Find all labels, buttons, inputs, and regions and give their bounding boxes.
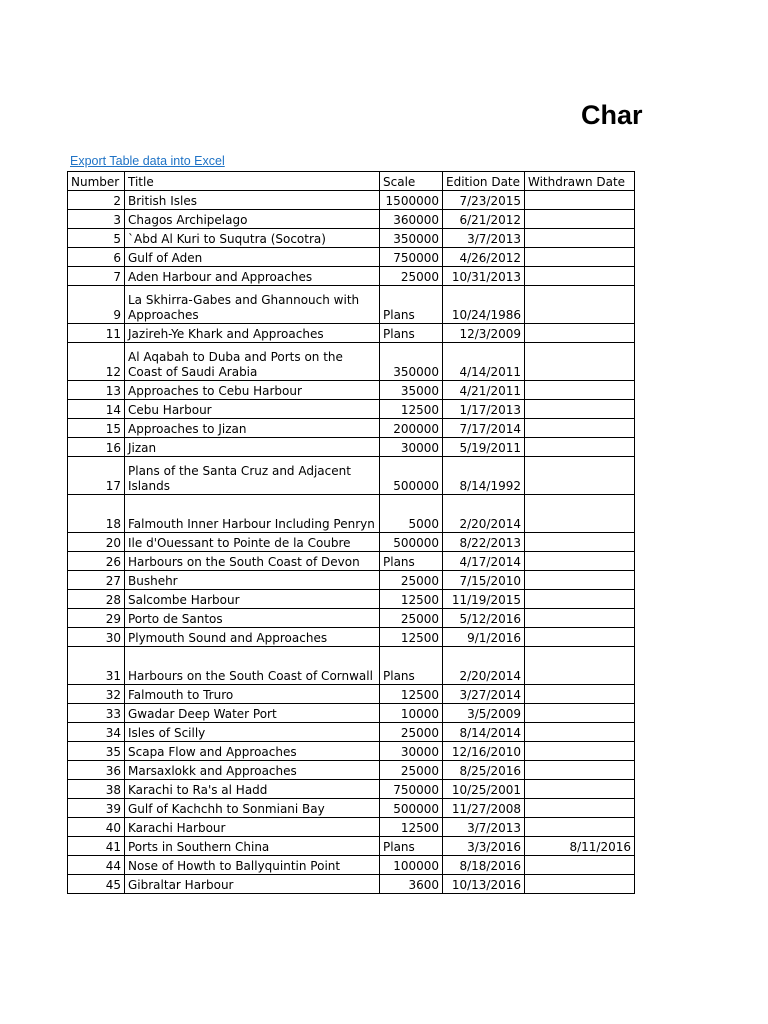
- cell-title: British Isles: [125, 191, 380, 210]
- column-header-title: Title: [125, 172, 380, 191]
- table-row: [68, 780, 635, 799]
- table-row: [68, 210, 635, 229]
- column-header-withdrawn-date: Withdrawn Date: [525, 172, 635, 191]
- cell-title: Gulf of Kachchh to Sonmiani Bay: [125, 799, 380, 818]
- cell-title: Gibraltar Harbour: [125, 875, 380, 894]
- cell-withdrawn-date: [525, 324, 635, 343]
- cell-scale: 30000: [380, 742, 443, 761]
- cell-title: Nose of Howth to Ballyquintin Point: [125, 856, 380, 875]
- table-row: [68, 685, 635, 704]
- cell-withdrawn-date: [525, 438, 635, 457]
- charts-table: [67, 171, 635, 894]
- cell-number: 17: [68, 457, 125, 495]
- table-row: [68, 381, 635, 400]
- cell-title: Isles of Scilly: [125, 723, 380, 742]
- cell-edition-date: 10/25/2001: [443, 780, 525, 799]
- cell-edition-date: 12/16/2010: [443, 742, 525, 761]
- cell-withdrawn-date: [525, 590, 635, 609]
- cell-edition-date: 11/27/2008: [443, 799, 525, 818]
- cell-title: Karachi to Ra's al Hadd: [125, 780, 380, 799]
- cell-number: 15: [68, 419, 125, 438]
- cell-scale: 1500000: [380, 191, 443, 210]
- cell-edition-date: 10/13/2016: [443, 875, 525, 894]
- table-row: [68, 400, 635, 419]
- cell-title: Salcombe Harbour: [125, 590, 380, 609]
- table-row: [68, 704, 635, 723]
- cell-scale: 500000: [380, 533, 443, 552]
- cell-scale: 25000: [380, 609, 443, 628]
- cell-edition-date: 7/17/2014: [443, 419, 525, 438]
- cell-number: 5: [68, 229, 125, 248]
- cell-title: Jazireh-Ye Khark and Approaches: [125, 324, 380, 343]
- cell-edition-date: 10/24/1986: [443, 286, 525, 324]
- column-header-number: Number: [68, 172, 125, 191]
- cell-title: Porto de Santos: [125, 609, 380, 628]
- cell-edition-date: 2/20/2014: [443, 647, 525, 685]
- cell-number: 26: [68, 552, 125, 571]
- cell-number: 18: [68, 495, 125, 533]
- cell-edition-date: 2/20/2014: [443, 495, 525, 533]
- cell-scale: 750000: [380, 780, 443, 799]
- cell-withdrawn-date: [525, 723, 635, 742]
- cell-number: 28: [68, 590, 125, 609]
- cell-title: Gulf of Aden: [125, 248, 380, 267]
- cell-number: 32: [68, 685, 125, 704]
- table-row: [68, 457, 635, 495]
- cell-withdrawn-date: [525, 647, 635, 685]
- table-row: [68, 647, 635, 685]
- cell-number: 39: [68, 799, 125, 818]
- cell-withdrawn-date: [525, 856, 635, 875]
- cell-number: 35: [68, 742, 125, 761]
- cell-edition-date: 8/22/2013: [443, 533, 525, 552]
- cell-edition-date: 9/1/2016: [443, 628, 525, 647]
- table-row: [68, 248, 635, 267]
- table-row: [68, 229, 635, 248]
- table-row: [68, 837, 635, 856]
- cell-scale: 750000: [380, 248, 443, 267]
- cell-edition-date: 8/18/2016: [443, 856, 525, 875]
- cell-number: 27: [68, 571, 125, 590]
- cell-scale: 3600: [380, 875, 443, 894]
- cell-number: 29: [68, 609, 125, 628]
- cell-withdrawn-date: [525, 685, 635, 704]
- cell-title: Marsaxlokk and Approaches: [125, 761, 380, 780]
- table-row: [68, 628, 635, 647]
- cell-scale: 30000: [380, 438, 443, 457]
- cell-number: 36: [68, 761, 125, 780]
- cell-withdrawn-date: [525, 229, 635, 248]
- table-row: [68, 799, 635, 818]
- cell-scale: 5000: [380, 495, 443, 533]
- cell-number: 6: [68, 248, 125, 267]
- table-row: [68, 419, 635, 438]
- table-row: [68, 609, 635, 628]
- table-row: [68, 533, 635, 552]
- cell-scale: 25000: [380, 571, 443, 590]
- cell-title: Al Aqabah to Duba and Ports on the Coast of Saudi Arabia: [125, 343, 380, 381]
- cell-number: 11: [68, 324, 125, 343]
- cell-scale: 200000: [380, 419, 443, 438]
- cell-withdrawn-date: [525, 609, 635, 628]
- cell-number: 2: [68, 191, 125, 210]
- table-row: [68, 742, 635, 761]
- table-row: [68, 438, 635, 457]
- cell-withdrawn-date: [525, 343, 635, 381]
- cell-withdrawn-date: [525, 704, 635, 723]
- cell-title: Ile d'Ouessant to Pointe de la Coubre: [125, 533, 380, 552]
- cell-scale: Plans: [380, 286, 443, 324]
- cell-edition-date: 11/19/2015: [443, 590, 525, 609]
- cell-title: Scapa Flow and Approaches: [125, 742, 380, 761]
- cell-withdrawn-date: [525, 400, 635, 419]
- cell-withdrawn-date: [525, 799, 635, 818]
- cell-scale: 100000: [380, 856, 443, 875]
- table-row: [68, 818, 635, 837]
- cell-scale: 500000: [380, 457, 443, 495]
- cell-withdrawn-date: [525, 552, 635, 571]
- cell-edition-date: 3/27/2014: [443, 685, 525, 704]
- table-row: [68, 552, 635, 571]
- cell-edition-date: 4/21/2011: [443, 381, 525, 400]
- cell-number: 3: [68, 210, 125, 229]
- cell-edition-date: 12/3/2009: [443, 324, 525, 343]
- cell-scale: 360000: [380, 210, 443, 229]
- cell-edition-date: 1/17/2013: [443, 400, 525, 419]
- table-row: [68, 761, 635, 780]
- cell-edition-date: 3/7/2013: [443, 229, 525, 248]
- cell-number: 45: [68, 875, 125, 894]
- cell-scale: Plans: [380, 324, 443, 343]
- export-to-excel-link[interactable]: Export Table data into Excel: [70, 154, 225, 168]
- cell-title: Bushehr: [125, 571, 380, 590]
- cell-edition-date: 3/5/2009: [443, 704, 525, 723]
- column-header-scale: Scale: [380, 172, 443, 191]
- cell-title: Gwadar Deep Water Port: [125, 704, 380, 723]
- cell-withdrawn-date: [525, 286, 635, 324]
- cell-edition-date: 5/12/2016: [443, 609, 525, 628]
- cell-edition-date: 8/25/2016: [443, 761, 525, 780]
- cell-title: Cebu Harbour: [125, 400, 380, 419]
- cell-withdrawn-date: [525, 457, 635, 495]
- cell-number: 41: [68, 837, 125, 856]
- cell-edition-date: 3/3/2016: [443, 837, 525, 856]
- cell-edition-date: 4/14/2011: [443, 343, 525, 381]
- cell-title: Approaches to Jizan: [125, 419, 380, 438]
- table-row: [68, 723, 635, 742]
- cell-withdrawn-date: [525, 780, 635, 799]
- cell-withdrawn-date: [525, 761, 635, 780]
- column-header-edition-date: Edition Date: [443, 172, 525, 191]
- cell-withdrawn-date: [525, 419, 635, 438]
- cell-title: Plymouth Sound and Approaches: [125, 628, 380, 647]
- cell-number: 34: [68, 723, 125, 742]
- cell-title: Approaches to Cebu Harbour: [125, 381, 380, 400]
- cell-edition-date: 7/15/2010: [443, 571, 525, 590]
- cell-title: Karachi Harbour: [125, 818, 380, 837]
- cell-title: Jizan: [125, 438, 380, 457]
- table-row: [68, 286, 635, 324]
- cell-edition-date: 6/21/2012: [443, 210, 525, 229]
- cell-withdrawn-date: [525, 742, 635, 761]
- cell-withdrawn-date: [525, 628, 635, 647]
- cell-scale: 350000: [380, 229, 443, 248]
- cell-edition-date: 4/26/2012: [443, 248, 525, 267]
- table-row: [68, 191, 635, 210]
- cell-number: 38: [68, 780, 125, 799]
- cell-number: 7: [68, 267, 125, 286]
- table-row: [68, 495, 635, 533]
- cell-scale: 350000: [380, 343, 443, 381]
- cell-edition-date: 10/31/2013: [443, 267, 525, 286]
- cell-withdrawn-date: [525, 381, 635, 400]
- cell-number: 44: [68, 856, 125, 875]
- table-row: [68, 571, 635, 590]
- cell-number: 13: [68, 381, 125, 400]
- cell-title: La Skhirra-Gabes and Ghannouch with Approaches: [125, 286, 380, 324]
- cell-scale: 500000: [380, 799, 443, 818]
- cell-edition-date: 3/7/2013: [443, 818, 525, 837]
- cell-scale: 12500: [380, 590, 443, 609]
- cell-number: 20: [68, 533, 125, 552]
- cell-edition-date: 4/17/2014: [443, 552, 525, 571]
- cell-withdrawn-date: [525, 533, 635, 552]
- table-row: [68, 267, 635, 286]
- cell-number: 9: [68, 286, 125, 324]
- cell-edition-date: 7/23/2015: [443, 191, 525, 210]
- table-row: [68, 875, 635, 894]
- cell-scale: Plans: [380, 837, 443, 856]
- cell-withdrawn-date: [525, 191, 635, 210]
- cell-number: 31: [68, 647, 125, 685]
- cell-scale: 12500: [380, 628, 443, 647]
- cell-withdrawn-date: 8/11/2016: [525, 837, 635, 856]
- cell-title: Falmouth to Truro: [125, 685, 380, 704]
- cell-number: 40: [68, 818, 125, 837]
- cell-scale: 25000: [380, 723, 443, 742]
- cell-title: Falmouth Inner Harbour Including Penryn: [125, 495, 380, 533]
- cell-withdrawn-date: [525, 210, 635, 229]
- table-row: [68, 856, 635, 875]
- table-row: [68, 590, 635, 609]
- cell-scale: 25000: [380, 267, 443, 286]
- cell-title: Chagos Archipelago: [125, 210, 380, 229]
- table-body: [68, 191, 635, 894]
- cell-scale: 12500: [380, 818, 443, 837]
- cell-scale: 10000: [380, 704, 443, 723]
- cell-number: 16: [68, 438, 125, 457]
- cell-withdrawn-date: [525, 571, 635, 590]
- cell-withdrawn-date: [525, 818, 635, 837]
- cell-edition-date: 8/14/1992: [443, 457, 525, 495]
- cell-number: 14: [68, 400, 125, 419]
- cell-number: 30: [68, 628, 125, 647]
- table-row: [68, 343, 635, 381]
- cell-edition-date: 5/19/2011: [443, 438, 525, 457]
- cell-scale: 12500: [380, 685, 443, 704]
- cell-number: 12: [68, 343, 125, 381]
- cell-number: 33: [68, 704, 125, 723]
- cell-withdrawn-date: [525, 267, 635, 286]
- table-header-row: [68, 172, 635, 191]
- cell-title: Ports in Southern China: [125, 837, 380, 856]
- cell-scale: Plans: [380, 552, 443, 571]
- cell-withdrawn-date: [525, 875, 635, 894]
- cell-title: Plans of the Santa Cruz and Adjacent Islands: [125, 457, 380, 495]
- cell-scale: 25000: [380, 761, 443, 780]
- page-title: Char: [581, 100, 643, 130]
- cell-title: Harbours on the South Coast of Devon: [125, 552, 380, 571]
- cell-title: `Abd Al Kuri to Suqutra (Socotra): [125, 229, 380, 248]
- cell-withdrawn-date: [525, 495, 635, 533]
- cell-withdrawn-date: [525, 248, 635, 267]
- cell-scale: 35000: [380, 381, 443, 400]
- cell-edition-date: 8/14/2014: [443, 723, 525, 742]
- table-row: [68, 324, 635, 343]
- cell-scale: Plans: [380, 647, 443, 685]
- cell-title: Harbours on the South Coast of Cornwall: [125, 647, 380, 685]
- cell-scale: 12500: [380, 400, 443, 419]
- cell-title: Aden Harbour and Approaches: [125, 267, 380, 286]
